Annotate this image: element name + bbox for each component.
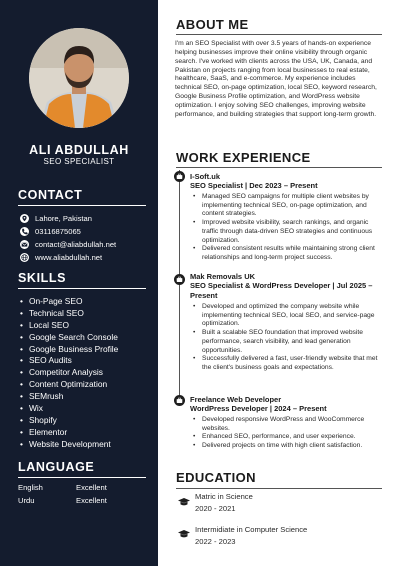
job-bullet: • Managed SEO campaigns for multiple client websites by implementing technical SEO, on-page optimization, and content strategies. <box>190 193 386 219</box>
skill-item: • Wix <box>20 403 118 415</box>
education-entry <box>195 491 253 515</box>
contact-email-text[interactable]: contact@aliabdullah.net <box>35 240 117 249</box>
job-title: SEO Specialist & WordPress Developer | Jul 2025 – Present <box>190 281 373 300</box>
experience-divider <box>176 167 382 168</box>
profile-name: ALI ABDULLAH <box>29 143 129 157</box>
phone-icon <box>20 227 29 236</box>
job-bullet: • Developed responsive WordPress and WooCommerce websites. <box>190 416 386 433</box>
job-bullet: • Enhanced SEO, performance, and user experience. <box>190 433 386 442</box>
job-bullets <box>190 193 386 263</box>
profile-title: SEO SPECIALIST <box>43 157 115 166</box>
language-name: Urdu <box>18 496 35 505</box>
job-company: I-Soft.uk <box>190 172 220 181</box>
skills-divider <box>18 288 146 289</box>
language-row <box>18 496 148 505</box>
job-bullet: • Improved website visibility, search rankings, and organic traffic through data-driven SEO strategies and continuous optimization. <box>190 219 386 245</box>
education-degree: Matric in Science <box>195 492 253 501</box>
education-heading: EDUCATION <box>176 470 256 485</box>
job-bullets <box>190 416 386 451</box>
contact-website-text[interactable]: www.aliabdullah.net <box>35 253 103 262</box>
profile-photo <box>29 28 129 128</box>
globe-icon <box>20 253 29 262</box>
skill-item: • On-Page SEO <box>20 296 118 308</box>
education-entry <box>195 524 307 548</box>
contact-location-text: Lahore, Pakistan <box>35 214 92 223</box>
skill-item: • Elementor <box>20 427 118 439</box>
contact-heading: CONTACT <box>18 188 83 202</box>
email-icon <box>20 240 29 249</box>
job-bullet: • Built a scalable SEO foundation that improved website performance, search visibility, and lead generation opportunities. <box>190 329 386 355</box>
language-name: English <box>18 483 43 492</box>
skill-item: • Competitor Analysis <box>20 367 118 379</box>
briefcase-icon <box>174 274 185 285</box>
language-row <box>18 483 148 492</box>
job-entry <box>190 395 386 451</box>
contact-location <box>20 213 92 224</box>
main-content <box>158 0 400 566</box>
job-bullet: • Successfully delivered a fast, user-friendly website that met the client's business goals and expectations. <box>190 355 386 372</box>
skill-item: • SEMrush <box>20 391 118 403</box>
job-title: WordPress Developer | 2024 – Present <box>190 404 327 413</box>
experience-heading: WORK EXPERIENCE <box>176 150 311 165</box>
job-company: Mak Removals UK <box>190 272 256 281</box>
skill-item: • Technical SEO <box>20 308 118 320</box>
contact-phone <box>20 226 81 237</box>
language-divider <box>18 477 146 478</box>
job-bullets <box>190 303 386 373</box>
education-years: 2020 - 2021 <box>195 504 236 513</box>
job-bullet: • Delivered projects on time with high client satisfaction. <box>190 442 386 451</box>
language-level: Excellent <box>76 483 107 492</box>
job-bullet: • Developed and optimized the company website while implementing technical SEO, local SEO, and service-page optimization. <box>190 303 386 329</box>
location-pin-icon <box>20 214 29 223</box>
education-years: 2022 - 2023 <box>195 537 236 546</box>
skills-list <box>20 296 118 451</box>
education-divider <box>176 488 382 489</box>
language-level: Excellent <box>76 496 107 505</box>
contact-divider <box>18 205 146 206</box>
contact-website[interactable] <box>20 252 102 263</box>
graduation-cap-icon <box>178 526 190 536</box>
skill-item: • Website Development <box>20 439 118 451</box>
skill-item: • Local SEO <box>20 320 118 332</box>
skill-item: • Google Business Profile <box>20 344 118 356</box>
graduation-cap-icon <box>178 494 190 504</box>
skill-item: • Content Optimization <box>20 379 118 391</box>
education-degree: Intermidiate in Computer Science <box>195 525 308 534</box>
contact-email[interactable] <box>20 239 116 250</box>
skill-item: • Shopify <box>20 415 118 427</box>
about-divider <box>176 34 382 35</box>
job-bullet: • Delivered consistent results while maintaining strong client relationships and long-term project success. <box>190 245 386 262</box>
job-entry <box>190 272 386 373</box>
skill-item: • SEO Audits <box>20 355 118 367</box>
briefcase-icon <box>174 395 185 406</box>
contact-phone-text: 03116875065 <box>35 227 81 236</box>
job-title: SEO Specialist | Dec 2023 – Present <box>190 181 318 190</box>
language-heading: LANGUAGE <box>18 460 95 474</box>
job-company: Freelance Web Developer <box>190 395 282 404</box>
about-text: I'm an SEO Specialist with over 3.5 years of hands-on experience helping businesses improve their online visibility through organic search. I've worked with clients across the USA, UK, Canada, and Pakistan on projects ranging from local businesses to real estate, healthcare, SaaS, and e-commerce. My experience includes technical SEO, on-page optimization, local SEO, keyword research, Google Business Profile optimization, and WordPress website optimization. I enjoy solving SEO challenges, improving website performance, and building strategies that support long-term growth. <box>175 40 377 118</box>
job-entry <box>190 172 386 263</box>
skill-item: • Google Search Console <box>20 332 118 344</box>
skills-heading: SKILLS <box>18 271 67 285</box>
about-heading: ABOUT ME <box>176 17 249 32</box>
sidebar <box>0 0 158 566</box>
briefcase-icon <box>174 171 185 182</box>
